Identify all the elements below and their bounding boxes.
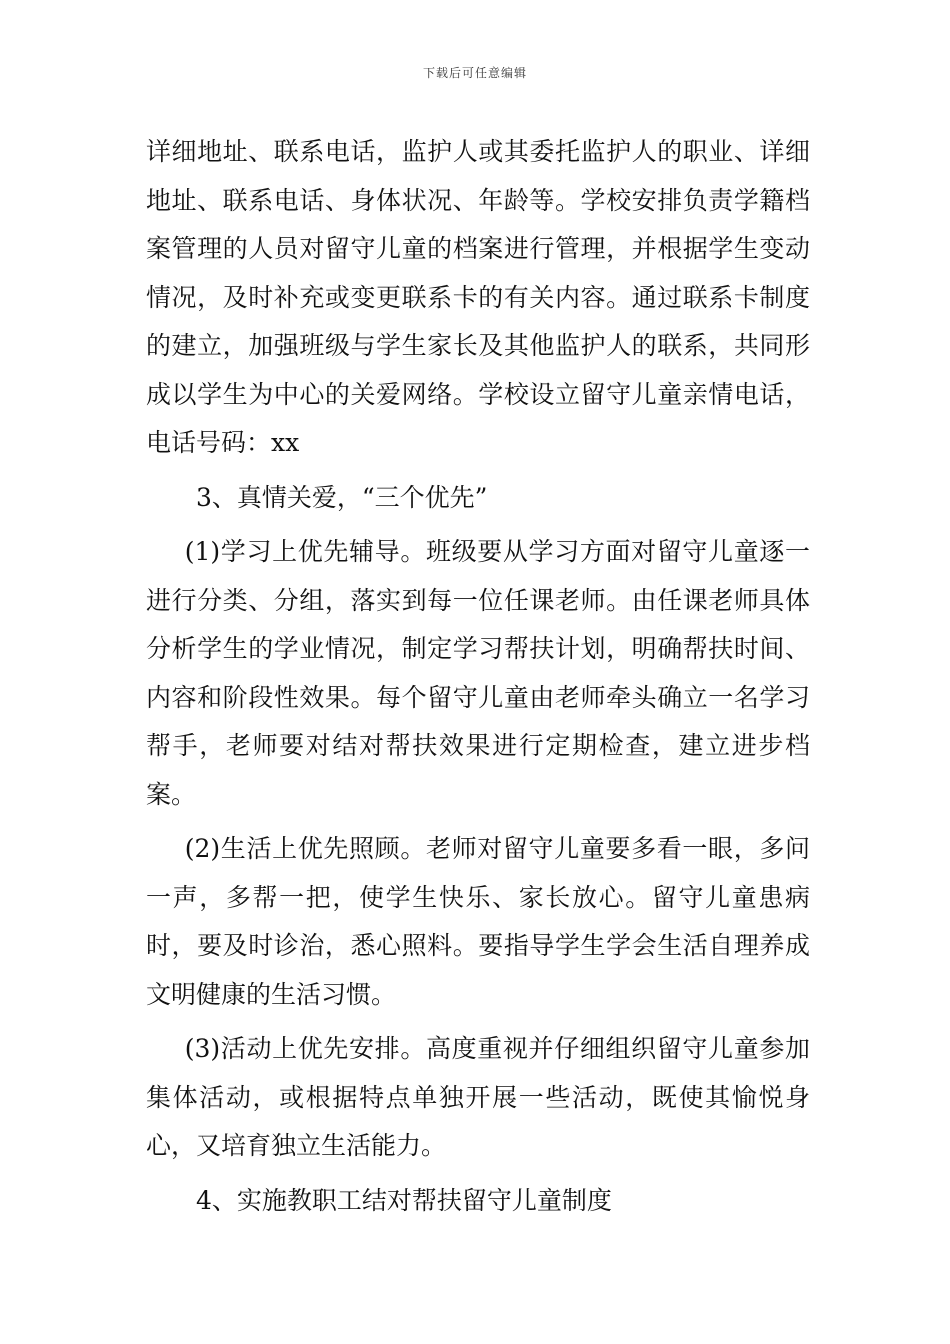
paragraph-activity-priority: (3)活动上优先安排。高度重视并仔细组织留守儿童参加集体活动，或根据特点单独开展一些活动，既使其愉悦身心，又培育独立生活能力。	[146, 1034, 810, 1160]
section-heading-3: 3、真情关爱，“三个优先”	[196, 482, 488, 512]
paragraph-contact-card: 详细地址、联系电话，监护人或其委托监护人的职业、详细地址、联系电话、身体状况、年龄等。学校安排负责学籍档案管理的人员对留守儿童的档案进行管理，并根据学生变动情况，及时补充或变更联系卡的有关内容。通过联系卡制度的建立，加强班级与学生家长及其他监护人的联系，共同形成以学生为中心的关爱网络。学校设立留守儿童亲情电话，电话号码：xx	[146, 137, 810, 457]
paragraph-study-priority: (1)学习上优先辅导。班级要从学习方面对留守儿童逐一进行分类、分组，落实到每一位任课老师。由任课老师具体分析学生的学业情况，制定学习帮扶计划，明确帮扶时间、内容和阶段性效果。每个留守儿童由老师牵头确立一名学习帮手，老师要对结对帮扶效果进行定期检查，建立进步档案。	[146, 537, 810, 809]
document-body	[146, 128, 810, 1225]
paragraph-life-priority: (2)生活上优先照顾。老师对留守儿童要多看一眼，多问一声，多帮一把，使学生快乐、家长放心。留守儿童患病时，要及时诊治，悉心照料。要指导学生学会生活自理养成文明健康的生活习惯。	[146, 834, 810, 1009]
section-heading-4: 4、实施教职工结对帮扶留守儿童制度	[196, 1185, 612, 1215]
page-header: 下载后可任意编辑	[422, 66, 527, 80]
